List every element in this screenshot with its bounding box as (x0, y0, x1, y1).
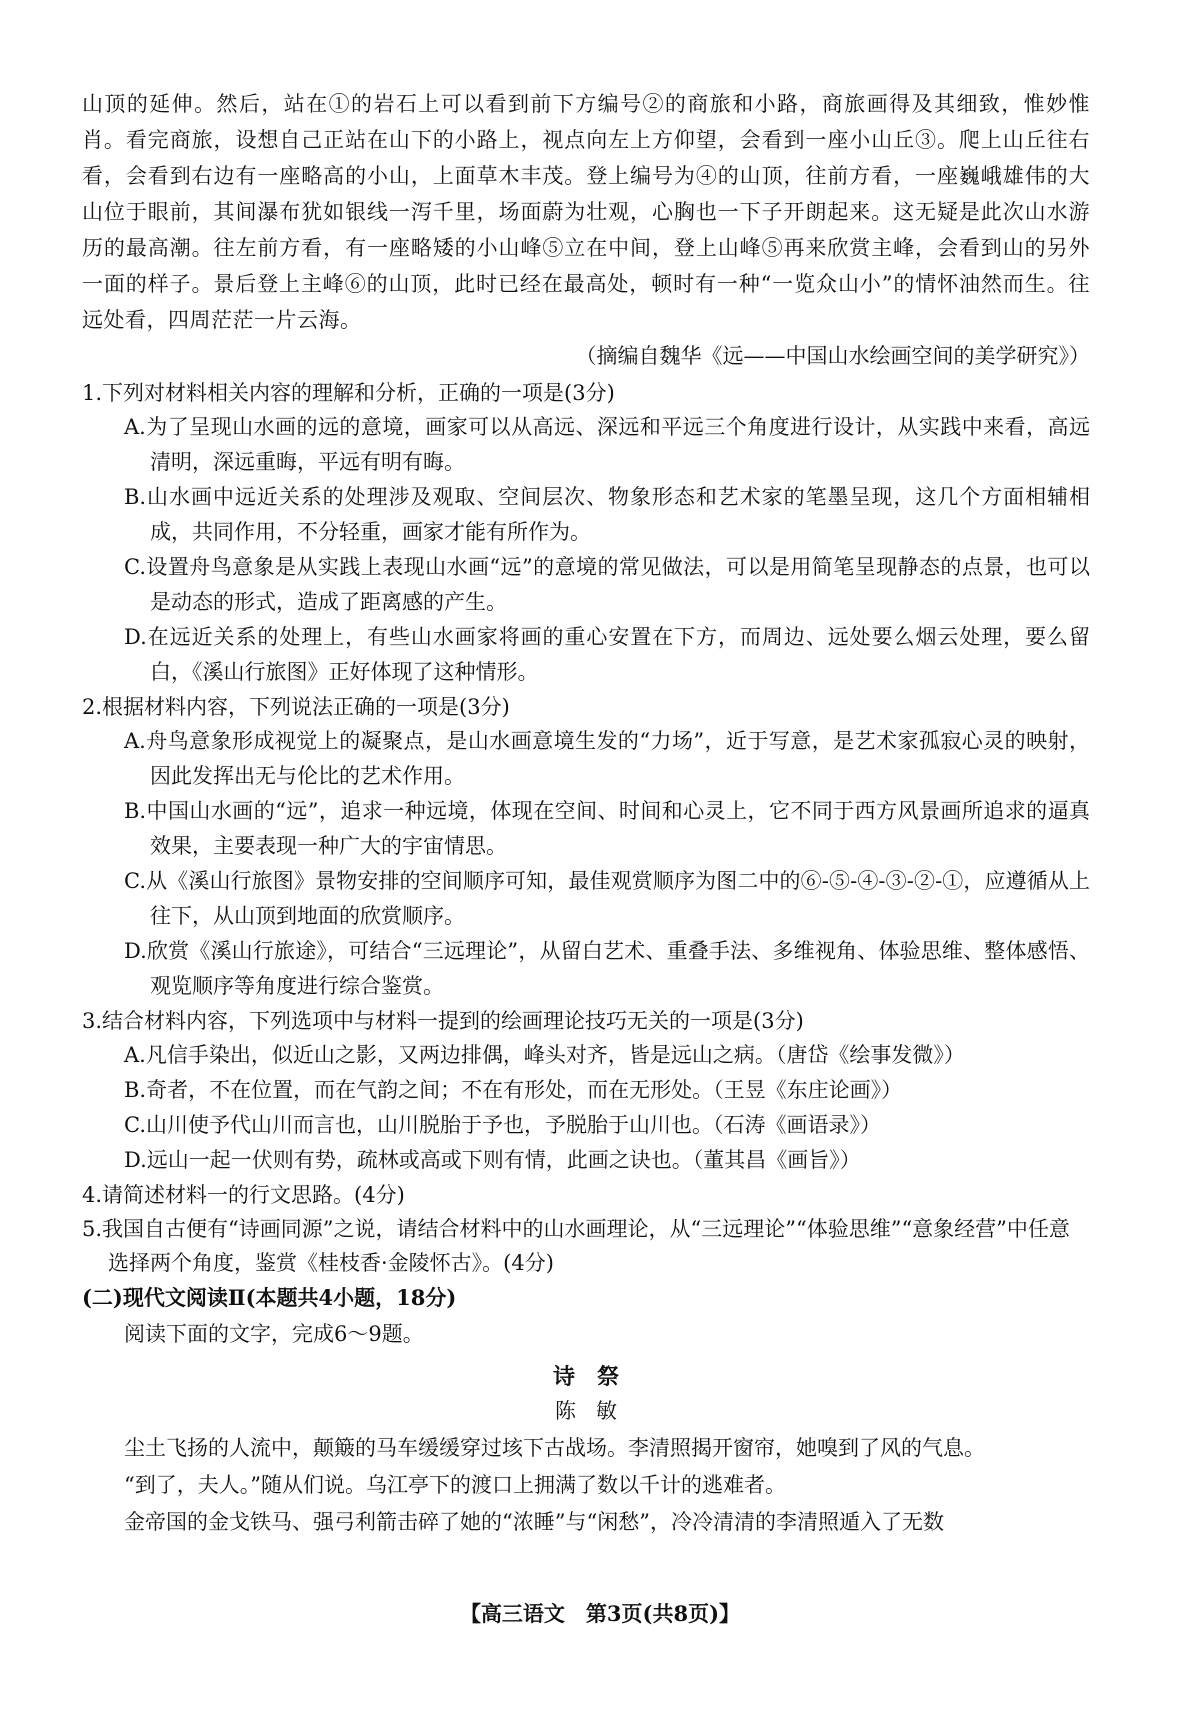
option-d: D.欣赏《溪山行旅途》，可结合“三远理论”，从留白艺术、重叠手法、多维视角、体验思维、整体感悟、观览顺序等角度进行综合鉴赏。 (124, 939, 1090, 998)
story-paragraph: “到了，夫人。”随从们说。乌江亭下的渡口上拥满了数以千计的逃难者。 (124, 1473, 786, 1497)
option-d: D.在远近关系的处理上，有些山水画家将画的重心安置在下方，而周边、远处要么烟云处理，要么留白，《溪山行旅图》正好体现了这种情形。 (124, 625, 1090, 684)
story-author: 陈敏 (555, 1399, 637, 1423)
option-c: C.从《溪山行旅图》景物安排的空间顺序可知，最佳观赏顺序为图二中的⑥-⑤-④-③-②-①，应遵循从上往下，从山顶到地面的欣赏顺序。 (124, 869, 1090, 928)
option-b: B.奇者，不在位置，而在气韵之间；不在有形处，而在无形处。（王昱《东庄论画》） (124, 1078, 903, 1102)
option-a: A.凡信手染出，似近山之影，又两边排偶，峰头对齐，皆是远山之病。（唐岱《绘事发微》） (124, 1043, 965, 1067)
option-b: B.中国山水画的“远”，追求一种远境，体现在空间、时间和心灵上，它不同于西方风景画所追求的逼真效果，主要表现一种广大的宇宙情思。 (124, 799, 1090, 858)
story-title: 诗祭 (552, 1364, 641, 1390)
option-a: A.舟鸟意象形成视觉上的凝聚点，是山水画意境生发的“力场”，近于写意，是艺术家孤寂心灵的映射，因此发挥出无与伦比的艺术作用。 (124, 729, 1090, 788)
question-stem: 2.根据材料内容，下列说法正确的一项是(3分) (82, 695, 510, 719)
page-footer: 【高三语文 第3页(共8页)】 (459, 1601, 741, 1626)
question-5-stem: 5.我国自古便有“诗画同源”之说，请结合材料中的山水画理论，从“三远理论”“体验思维”“意象经营”中任意选择两个角度，鉴赏《桂枝香·金陵怀古》。(4分) (82, 1217, 1070, 1275)
story-paragraph: 金帝国的金戈铁马、强弓利箭击碎了她的“浓睡”与“闲愁”，冷冷清清的李清照遁入了无数 (124, 1510, 944, 1534)
question-stem: 1.下列对材料相关内容的理解和分析，正确的一项是(3分) (82, 381, 615, 405)
question-1 (82, 376, 1090, 690)
material-paragraph: 山顶的延伸。然后，站在①的岩石上可以看到前下方编号②的商旅和小路，商旅画得及其细致，惟妙惟肖。看完商旅，设想自己正站在山下的小路上，视点向左上方仰望，会看到一座小山丘③。爬上山丘往右看，会看到右边有一座略高的小山，上面草木丰茂。登上编号为④的山顶，往前方看，一座巍峨雄伟的大山位于眼前，其间瀑布犹如银线一泻千里，场面蔚为壮观，心胸也一下子开朗起来。这无疑是此次山水游历的最高潮。往左前方看，有一座略矮的小山峰⑤立在中间，登上山峰⑤再来欣赏主峰，会看到山的另外一面的样子。景后登上主峰⑥的山顶，此时已经在最高处，顿时有一种“一览众山小”的情怀油然而生。往远处看，四周茫茫一片云海。 (82, 92, 1090, 332)
option-d: D.远山一起一伏则有势，疏林或高或下则有情，此画之诀也。（董其昌《画旨》） (124, 1148, 861, 1172)
option-b: B.山水画中远近关系的处理涉及观取、空间层次、物象形态和艺术家的笔墨呈现，这几个方面相辅相成，共同作用，不分轻重，画家才能有所作为。 (124, 485, 1090, 544)
story-paragraph: 尘土飞扬的人流中，颠簸的马车缓缓穿过垓下古战场。李清照揭开窗帘，她嗅到了风的气息。 (124, 1436, 985, 1460)
option-c: C.设置舟鸟意象是从实践上表现山水画“远”的意境的常见做法，可以是用简笔呈现静态的点景，也可以是动态的形式，造成了距离感的产生。 (124, 555, 1090, 614)
section-heading: (二)现代文阅读Ⅱ(本题共4小题，18分) (82, 1285, 457, 1310)
question-2 (82, 690, 1090, 1004)
question-stem: 3.结合材料内容，下列选项中与材料一提到的绘画理论技巧无关的一项是(3分) (82, 1009, 804, 1033)
section-instruction: 阅读下面的文字，完成6～9题。 (124, 1322, 424, 1346)
material-source: （摘编自魏华《远——中国山水绘画空间的美学研究》） (575, 344, 1090, 368)
option-a: A.为了呈现山水画的远的意境，画家可以从高远、深远和平远三个角度进行设计，从实践中来看，高远清明，深远重晦，平远有明有晦。 (124, 415, 1090, 474)
question-3 (82, 1004, 1090, 1178)
option-c: C.山川使予代山川而言也，山川脱胎于予也，予脱胎于山川也。（石涛《画语录》） (124, 1113, 881, 1137)
question-4-stem: 4.请简述材料一的行文思路。(4分) (82, 1183, 405, 1207)
